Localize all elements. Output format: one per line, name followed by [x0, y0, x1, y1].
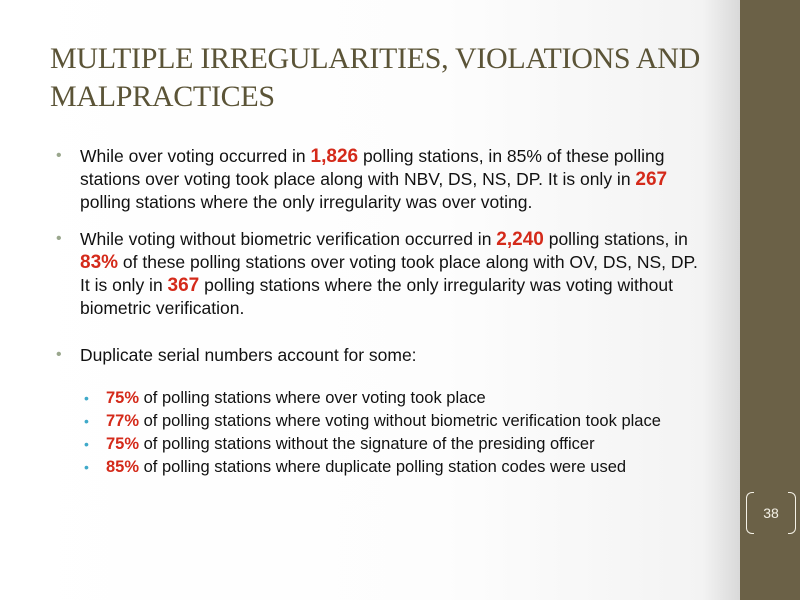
- sub-bullet-dot-icon: •: [84, 459, 89, 475]
- bullet-text: Duplicate serial numbers account for some:: [80, 345, 417, 365]
- sub-bullet-text: of polling stations where voting without biometric verification took place: [139, 412, 661, 430]
- sub-bullet-text: of polling stations where duplicate polling station codes were used: [139, 458, 627, 476]
- highlight-number: 2,240: [496, 229, 544, 250]
- sub-bullet: [50, 457, 700, 478]
- bullet-text: While over voting occurred in: [80, 146, 311, 166]
- bullet-text: polling stations where the only irregularity was over voting.: [80, 192, 533, 212]
- highlight-number: 83%: [80, 252, 119, 273]
- sub-bullet-percent: 77%: [106, 412, 140, 430]
- bullet-biometric: [50, 228, 700, 319]
- highlight-number: 1,826: [310, 146, 359, 167]
- sub-bullet-percent: 85%: [106, 458, 140, 476]
- sub-bullet-text: of polling stations without the signature of the presiding officer: [139, 435, 595, 453]
- right-bracket-icon: [788, 492, 796, 534]
- sub-bullet-dot-icon: •: [84, 413, 89, 429]
- sub-bullet-percent: 75%: [106, 389, 140, 407]
- sub-bullet: [50, 411, 700, 432]
- sub-bullet-text: of polling stations where over voting took place: [139, 389, 486, 407]
- slide-title-line-1: MULTIPLE IRREGULARITIES, VIOLATIONS AND: [50, 42, 700, 75]
- sub-bullet-dot-icon: •: [84, 390, 89, 406]
- page-number-badge: [746, 492, 796, 534]
- bullet-text: polling stations, in: [543, 229, 688, 249]
- slide-title: [50, 40, 700, 116]
- slide-content: [50, 145, 700, 480]
- sub-bullet: [50, 388, 700, 409]
- bullet-dot-icon: •: [56, 346, 62, 363]
- bullet-duplicate-serials: [50, 344, 700, 366]
- bullet-over-voting: [50, 145, 700, 213]
- slide-title-line-2: MALPRACTICES: [50, 80, 275, 113]
- sub-bullet-percent: 75%: [106, 435, 140, 453]
- bullet-text: of these polling stations over voting took place along with OV, DS, NS, DP. It is only in: [80, 252, 698, 295]
- bullet-text: While voting without biometric verification occurred in: [80, 229, 497, 249]
- highlight-number: 367: [167, 275, 200, 296]
- bullet-text: polling stations, in 85% of these polling stations over voting took place along with NBV, DS, NS, DP. It is only in: [80, 146, 665, 189]
- bullet-dot-icon: •: [56, 230, 62, 247]
- bullet-dot-icon: •: [56, 147, 62, 164]
- highlight-number: 267: [635, 169, 668, 190]
- page-number: 38: [763, 505, 779, 521]
- left-bracket-icon: [746, 492, 754, 534]
- sub-bullet-dot-icon: •: [84, 436, 89, 452]
- bullet-text: polling stations where the only irregularity was voting without biometric verification.: [80, 275, 673, 318]
- sub-bullet: [50, 434, 700, 455]
